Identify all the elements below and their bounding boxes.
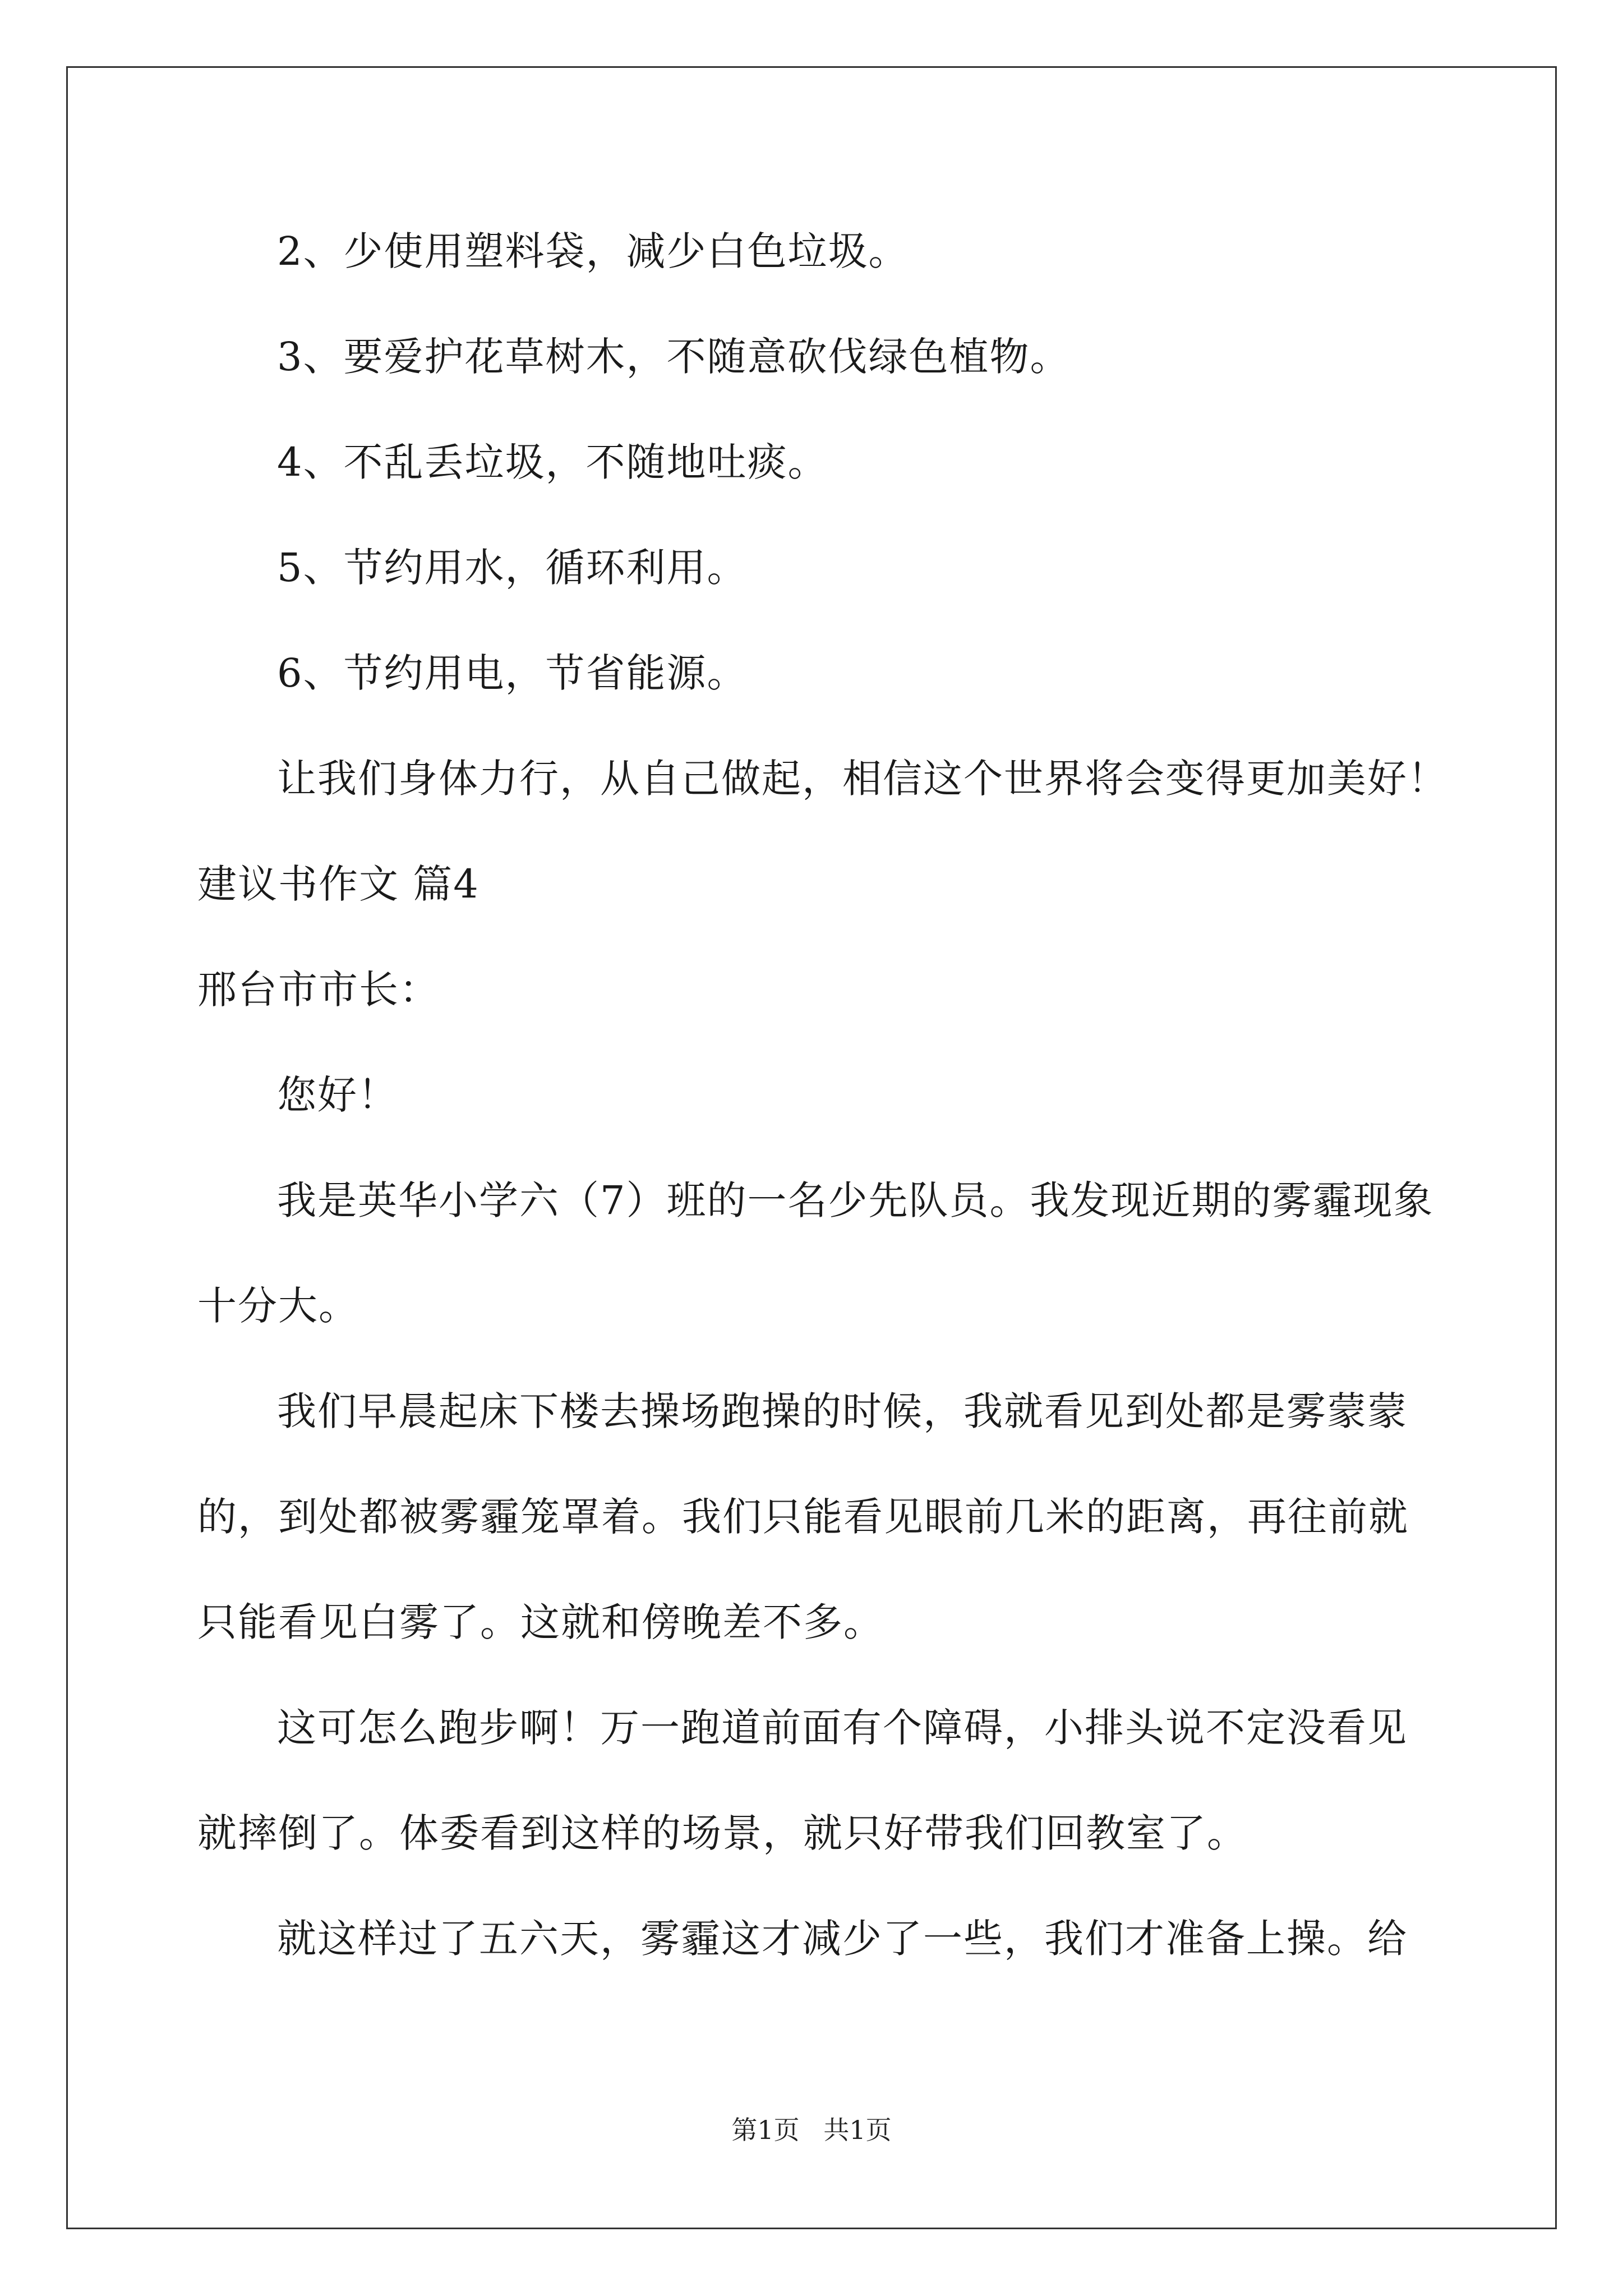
salutation: 邢台市市长： xyxy=(197,967,440,1013)
list-item: 6、节约用电，节省能源。 xyxy=(277,650,748,696)
page-footer xyxy=(0,2113,1623,2147)
paragraph: 的，到处都被雾霾笼罩着。我们只能看见眼前几米的距离，再往前就 xyxy=(197,1494,1409,1540)
section-heading: 建议书作文 篇4 xyxy=(197,861,479,907)
page-number: 第1页 xyxy=(731,2115,800,2145)
paragraph: 这可怎么跑步啊！万一跑道前面有个障碍，小排头说不定没看见 xyxy=(277,1705,1408,1751)
paragraph: 我们早晨起床下楼去操场跑操的时候，我就看见到处都是雾蒙蒙 xyxy=(277,1388,1408,1434)
paragraph: 就这样过了五六天，雾霾这才减少了一些，我们才准备上操。给 xyxy=(277,1916,1408,1962)
list-item: 4、不乱丢垃圾，不随地吐痰。 xyxy=(277,439,828,485)
paragraph: 我是英华小学六（7）班的一名少先队员。我发现近期的雾霾现象 xyxy=(277,1177,1434,1223)
paragraph: 十分大。 xyxy=(197,1283,359,1329)
list-item: 5、节约用水，循环利用。 xyxy=(277,545,748,591)
greeting: 您好！ xyxy=(277,1072,398,1118)
paragraph: 就摔倒了。体委看到这样的场景，就只好带我们回教室了。 xyxy=(197,1810,1247,1856)
paragraph: 让我们身体力行，从自己做起，相信这个世界将会变得更加美好！ xyxy=(277,756,1448,802)
list-item: 2、少使用塑料袋，减少白色垃圾。 xyxy=(277,228,909,274)
paragraph: 只能看见白雾了。这就和傍晚差不多。 xyxy=(197,1599,884,1645)
page-total: 共1页 xyxy=(823,2115,892,2145)
page-border xyxy=(66,66,1557,2229)
list-item: 3、要爱护花草树木，不随意砍伐绿色植物。 xyxy=(277,334,1071,380)
